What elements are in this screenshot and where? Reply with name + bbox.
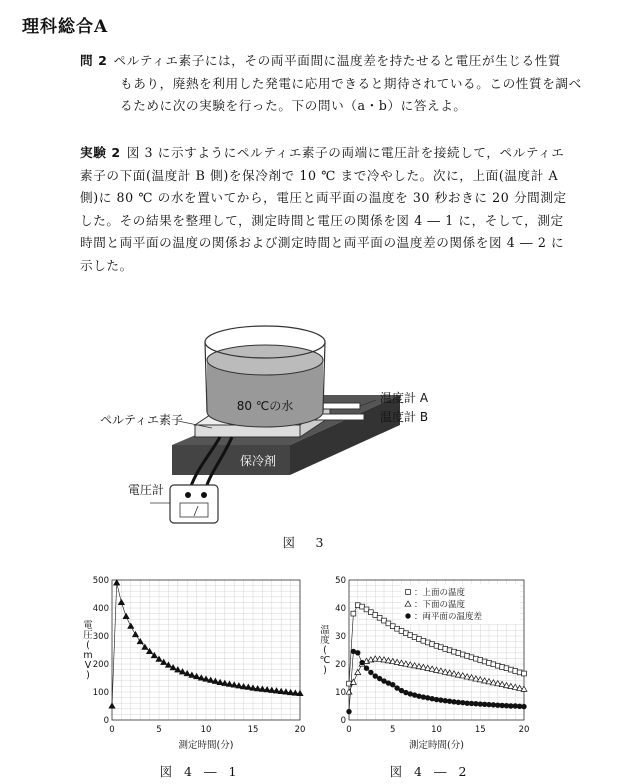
data-point — [351, 611, 356, 616]
experiment-line: 素子の下面(温度計 B 側)を保冷剤で 10 ℃ まで冷やした。次に，上面(温度計 A — [80, 167, 559, 183]
figure-4-1-caption: 図 4 ― 1 — [159, 764, 241, 779]
y-tick-label: 400 — [92, 604, 109, 614]
experiment-line: 示した。 — [80, 257, 133, 273]
y-tick-label: 0 — [103, 716, 109, 726]
voltmeter-terminal — [201, 492, 207, 498]
y-tick-label: 40 — [335, 604, 346, 614]
legend-entry: ：両平面の温度差 — [414, 612, 483, 622]
data-point — [137, 639, 143, 644]
data-point — [109, 703, 115, 708]
thermo-b-label: 温度計 B — [380, 410, 429, 424]
y-tick-label: 300 — [92, 632, 109, 642]
y-tick-label: 200 — [92, 660, 109, 670]
y-tick-label: 0 — [340, 716, 346, 726]
voltmeter-label: 電圧計 — [128, 483, 165, 497]
section-header: 理科総合A — [22, 17, 109, 37]
question-label: 問 2 — [80, 53, 108, 68]
chart-4-2 — [315, 572, 530, 757]
question-line: もあり，廃熱を利用した発電に応用できると期待されている。この性質を調べ — [120, 75, 582, 91]
water-label: 80 ℃の水 — [236, 399, 294, 413]
data-point — [390, 682, 395, 687]
figure-3-caption: 図 3 — [282, 535, 328, 550]
y-tick-label: 30 — [335, 632, 346, 642]
legend-marker — [406, 590, 411, 595]
x-tick-label: 15 — [247, 725, 259, 735]
data-point — [522, 671, 527, 676]
figure-3-diagram — [100, 320, 460, 530]
x-tick-label: 15 — [474, 725, 486, 735]
experiment-paragraph — [80, 142, 600, 277]
experiment-label: 実験 2 — [80, 145, 121, 160]
x-tick-label: 20 — [518, 725, 530, 735]
x-tick-label: 0 — [109, 725, 115, 735]
data-point — [364, 666, 369, 671]
x-tick-label: 5 — [156, 725, 162, 735]
question-line: るために次の実験を行った。下の問い（a・b）に答えよ。 — [120, 98, 467, 113]
water-surface — [207, 345, 323, 375]
data-point — [114, 580, 120, 585]
data-point — [133, 632, 139, 637]
data-point — [118, 599, 124, 604]
y-tick-label: 500 — [92, 576, 109, 586]
experiment-line: 側)に 80 ℃ の水を置いてから，電圧と両平面の温度を 30 秒おきに 20 分間測定 — [80, 190, 567, 205]
beaker-wall-left — [205, 342, 207, 412]
thermo-a-label: 温度計 A — [380, 391, 429, 405]
experiment-line: 図 3 に示すようにペルティエ素子の両端に電圧計を接続して，ペルティエ — [126, 145, 565, 160]
data-point — [346, 709, 351, 714]
chart-4-1 — [80, 572, 310, 757]
x-tick-label: 20 — [294, 725, 306, 735]
data-point — [346, 689, 352, 694]
question-paragraph — [80, 50, 600, 118]
y-tick-label: 50 — [335, 576, 346, 586]
y-tick-label: 20 — [335, 660, 346, 670]
x-tick-label: 10 — [200, 725, 212, 735]
data-point — [123, 613, 129, 618]
data-point — [128, 623, 134, 628]
data-point — [355, 669, 361, 674]
y-tick-label: 100 — [92, 688, 109, 698]
figure-4-2-caption: 図 4 ― 2 — [389, 764, 471, 779]
element-label: ペルティエ素子 — [100, 413, 184, 427]
question-line: ペルティエ素子には，その両平面間に温度差を持たせると電圧が生じる性質 — [113, 53, 562, 68]
x-axis-label: 測定時間(分) — [409, 740, 464, 751]
y-axis-label: 電圧( m V ) — [83, 620, 93, 681]
legend-marker — [405, 613, 410, 618]
x-tick-label: 10 — [431, 725, 442, 735]
x-tick-label: 5 — [390, 725, 396, 735]
data-point — [521, 704, 526, 709]
x-axis-label: 測定時間(分) — [178, 740, 234, 751]
coolant-label: 保冷剤 — [240, 454, 277, 468]
experiment-line: 時間と両平面の温度の関係および測定時間と両平面の温度差の関係を図 4 ― 2 に — [80, 235, 565, 250]
y-tick-label: 10 — [335, 688, 346, 698]
data-point — [355, 650, 360, 655]
experiment-line: した。その結果を整理して，測定時間と電圧の関係を図 4 ― 1 に，そして，測定 — [80, 212, 564, 228]
voltmeter-dial — [180, 503, 208, 517]
voltmeter-terminal — [185, 492, 191, 498]
x-tick-label: 0 — [346, 725, 352, 735]
data-point — [368, 670, 373, 675]
y-axis-label: 温度( ℃ ) — [319, 625, 331, 676]
legend-entry: ：下面の温度 — [414, 600, 466, 610]
legend-entry: ：上面の温度 — [414, 588, 466, 598]
data-point — [359, 660, 364, 665]
